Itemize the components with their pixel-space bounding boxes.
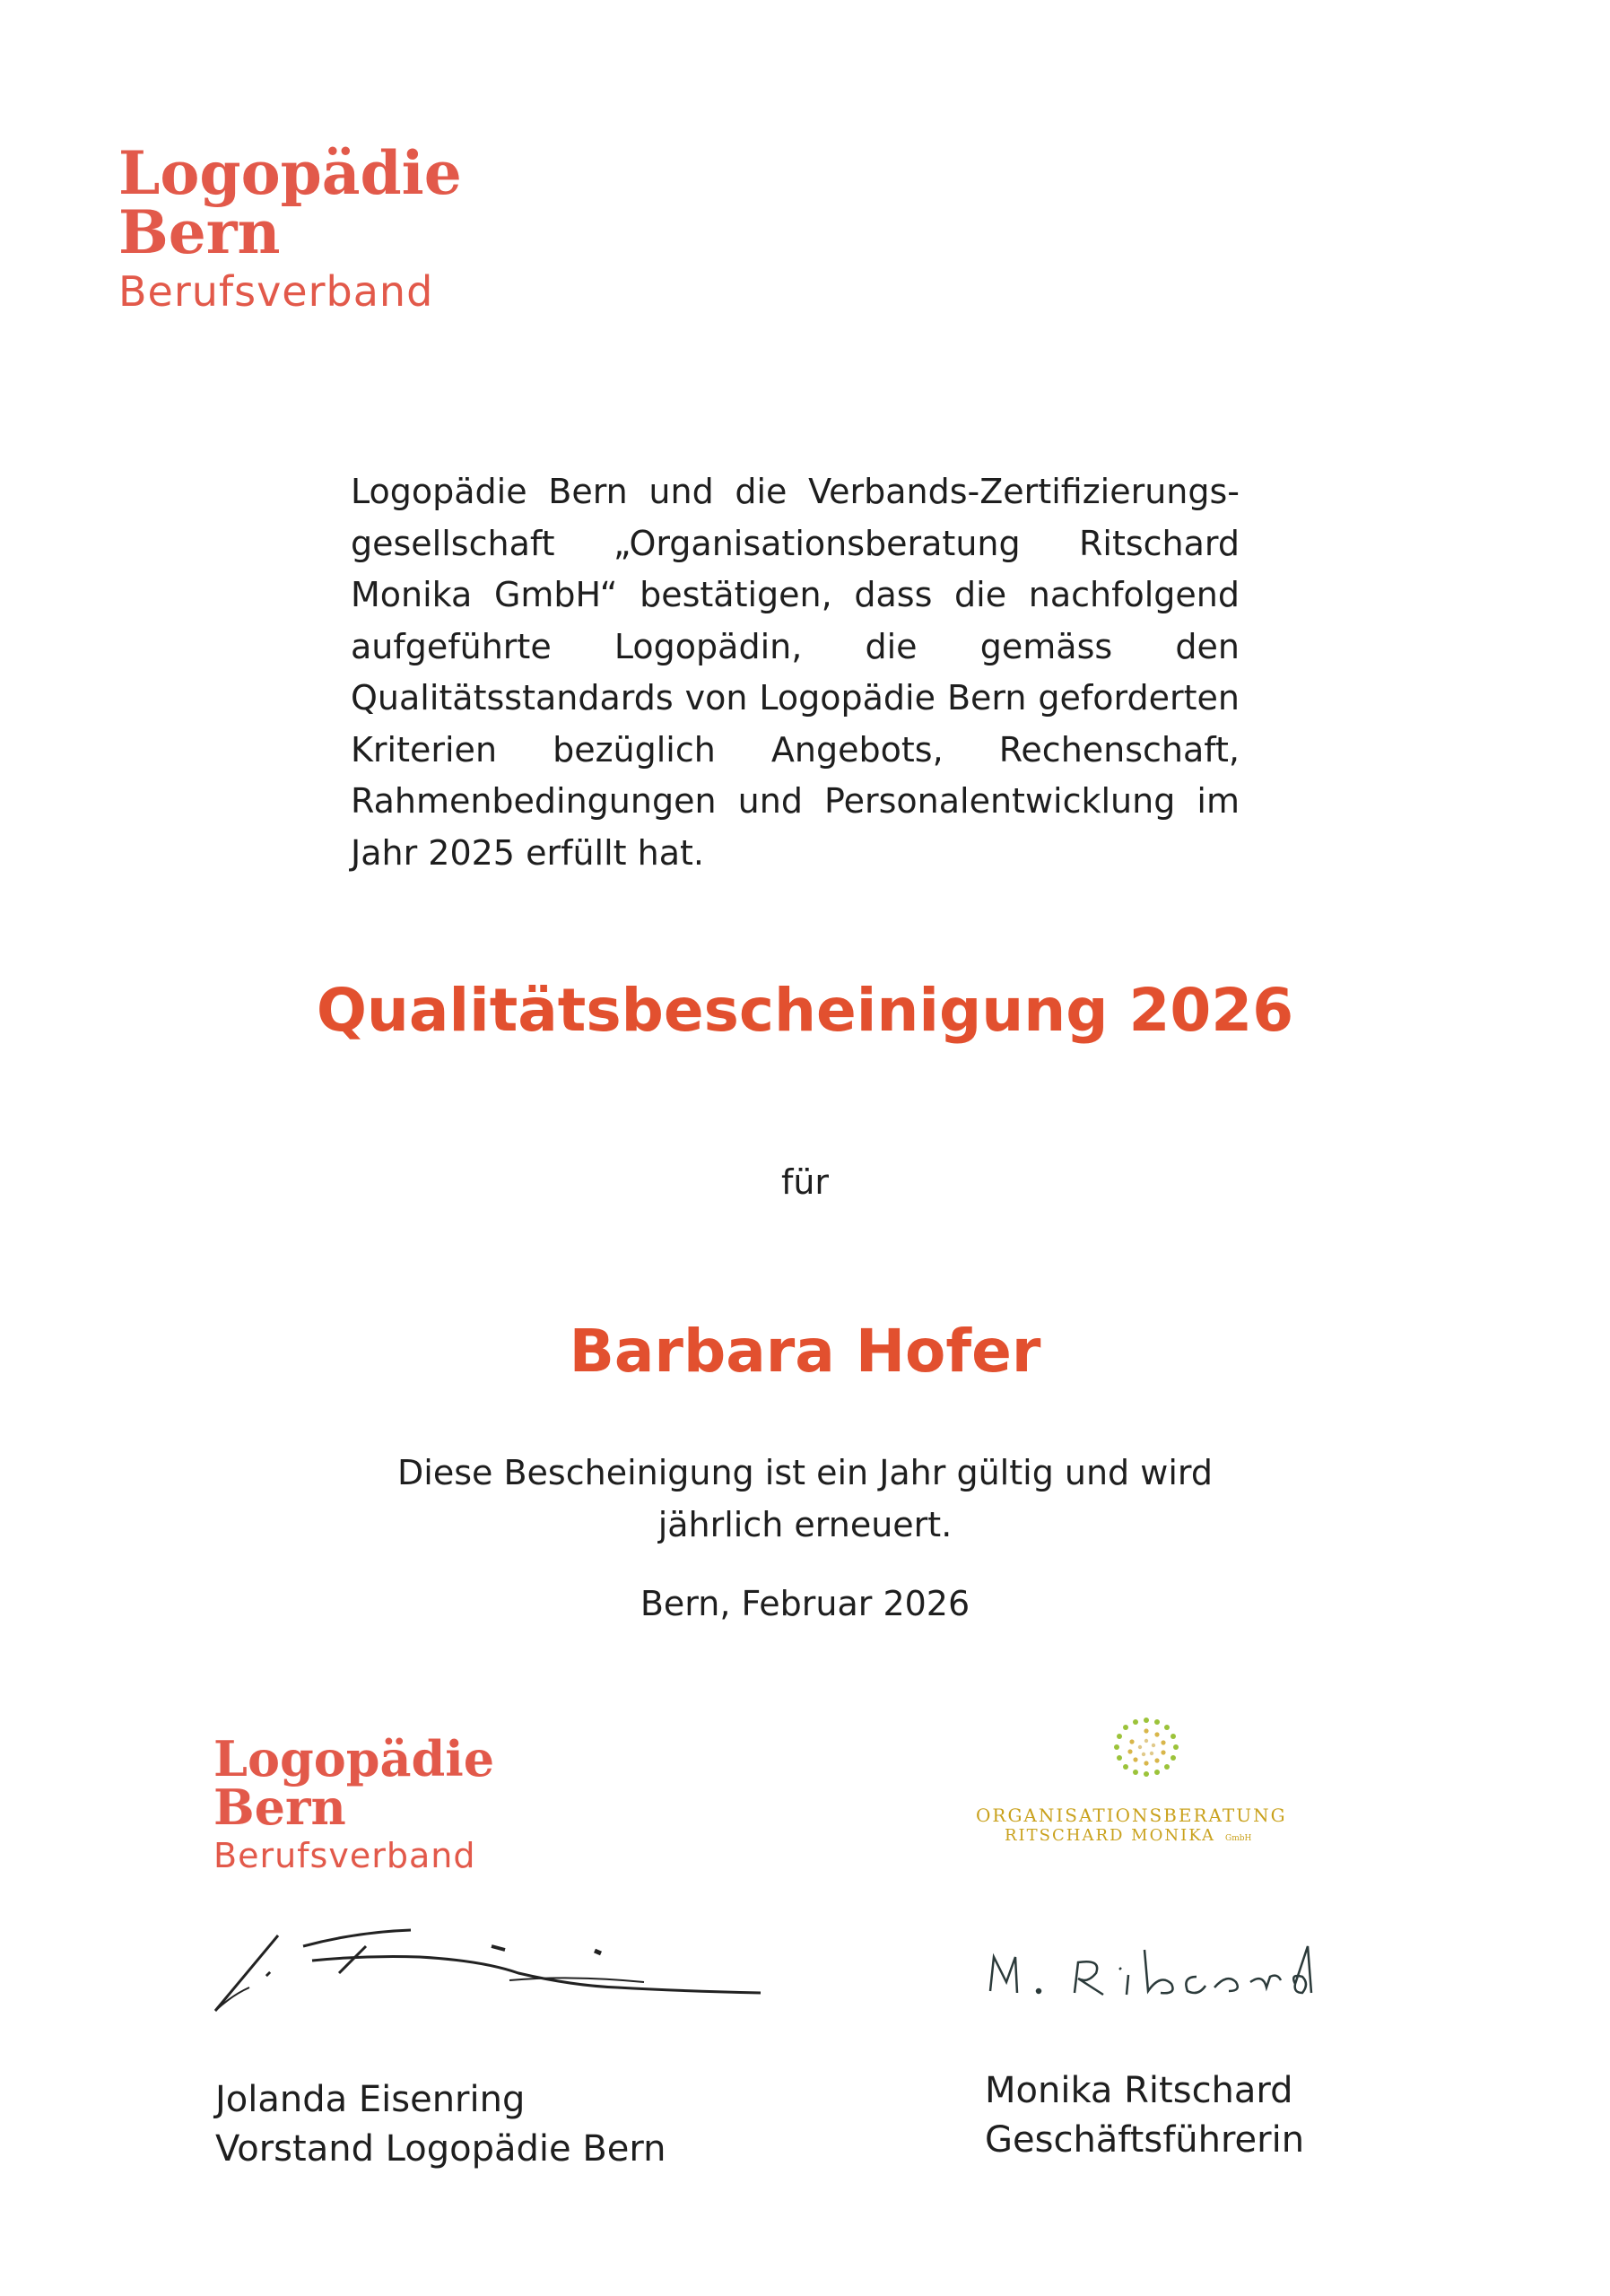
certificate-title: Qualitätsbescheinigung 2026 (316, 976, 1294, 1045)
org-logo (976, 1711, 1317, 1855)
header-logo-line3: Berufsverband (118, 267, 434, 316)
signatory-left-role: Vorstand Logopädie Bern (215, 2128, 666, 2170)
recipient-name: Barbara Hofer (569, 1317, 1041, 1386)
signature-right (985, 1937, 1362, 2018)
footer-logo-line3: Berufsverband (213, 1836, 476, 1875)
footer-logo-line1: Logopädie (213, 1730, 495, 1787)
signatory-right-name: Monika Ritschard (985, 2070, 1293, 2111)
signatory-left-name: Jolanda Eisenring (215, 2079, 526, 2120)
footer-logo-line2: Bern (213, 1779, 346, 1836)
header-logo-line2: Bern (118, 197, 281, 267)
validity-line-2: jährlich erneuert. (657, 1505, 953, 1544)
spiral-dots-icon (1092, 1711, 1200, 1801)
footer-logo (213, 1730, 495, 1875)
org-logo-line2: RITSCHARD MONIKA (1005, 1826, 1215, 1845)
place-date: Bern, Februar 2026 (640, 1584, 970, 1623)
signature-left (196, 1910, 770, 2036)
intro-paragraph: Logopädie Bern und die Verbands-Zertifizierungs-gesellschaft „Organisationsberatung Ritschard Monika GmbH“ bestätigen, dass die nachfolgend aufgeführte Logopädin, die gemäss den Qualitätsstandards von Logopädie Bern geforderten Kriterien bezüglich Angebots, Rechenschaft, Rahmenbedingungen und Personalentwicklung im Jahr 2025 erfüllt hat. (351, 472, 1240, 873)
validity-line-1: Diese Bescheinigung ist ein Jahr gültig und wird (397, 1453, 1213, 1492)
header-logo (118, 138, 462, 316)
for-label: für (780, 1162, 830, 1202)
header-logo-line1: Logopädie (118, 138, 462, 208)
org-logo-line2-wrap (1005, 1828, 1251, 1844)
org-logo-suffix: GmbH (1225, 1834, 1252, 1843)
signatory-right-role: Geschäftsführerin (985, 2119, 1305, 2161)
org-logo-line1: ORGANISATIONSBERATUNG (976, 1805, 1287, 1826)
